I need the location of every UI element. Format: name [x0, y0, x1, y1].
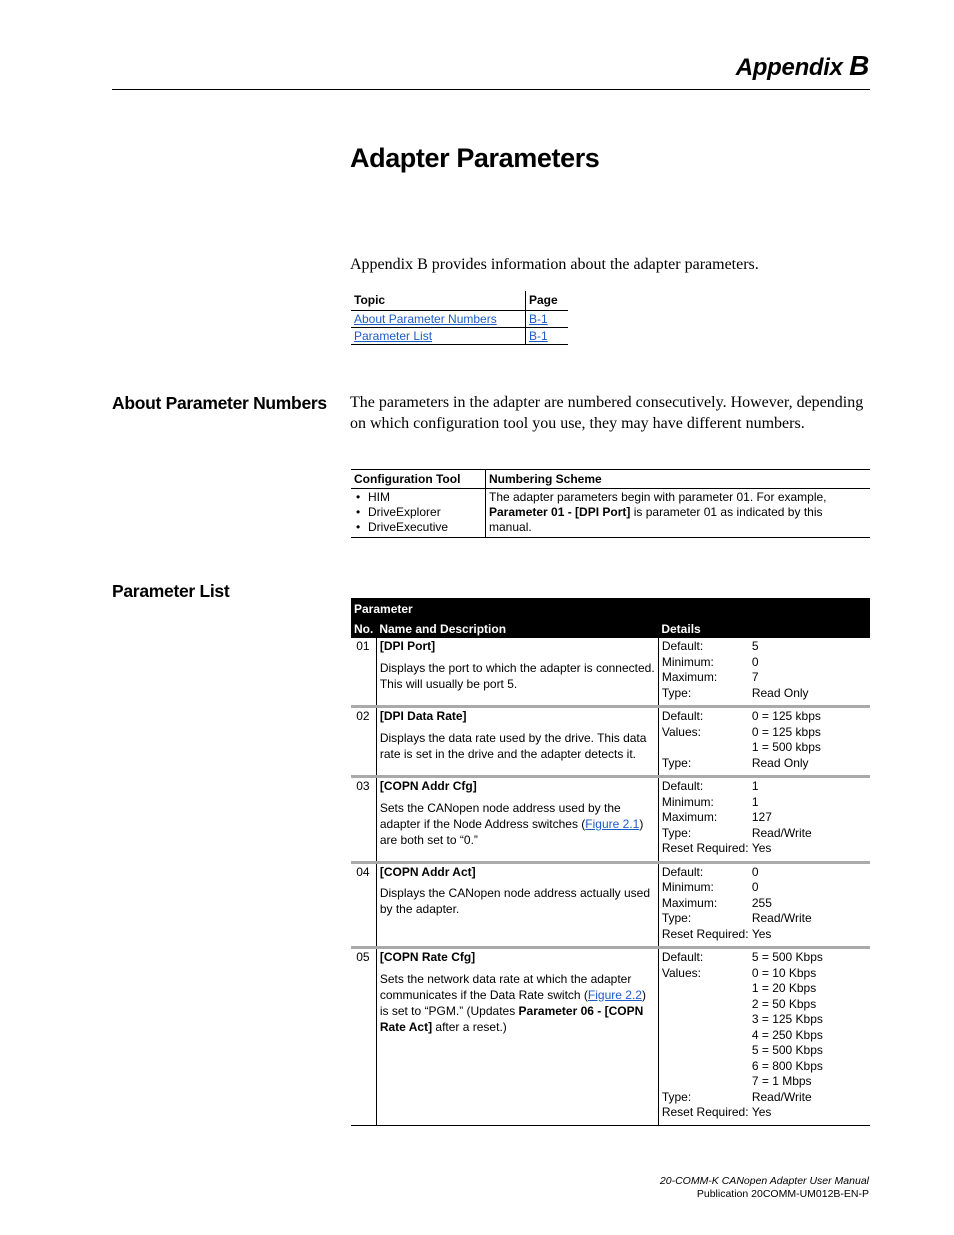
- tool-item: • DriveExplorer: [354, 505, 482, 520]
- scheme-text: The adapter parameters begin with parameter 01. For example,: [489, 490, 827, 504]
- description-text: Sets the network data rate at which the adapter communicates if the Data Rate switch (: [379, 971, 632, 1002]
- detail-value: 5: [751, 639, 759, 653]
- topic-link-parameter-list[interactable]: Parameter List: [354, 329, 433, 343]
- detail-label: [662, 1043, 752, 1059]
- detail-value: 0: [751, 864, 759, 879]
- detail-value: 0: [751, 654, 759, 669]
- detail-value: Yes: [751, 1105, 772, 1119]
- description-text: ) is set to “PGM.” (Updates: [379, 987, 646, 1018]
- appendix-letter: B: [849, 50, 869, 81]
- detail-label: Reset Required:: [661, 1105, 749, 1119]
- numbering-scheme-text: [486, 489, 871, 538]
- detail-label: Type:: [661, 911, 692, 925]
- detail-value: 0 = 125 kbps: [751, 709, 821, 723]
- table-row: [351, 489, 870, 538]
- scheme-bold: Parameter 01 - [DPI Port]: [489, 505, 631, 519]
- parameter-header: Parameter: [351, 598, 870, 617]
- table-row: [351, 948, 870, 1126]
- detail-label: Values:: [661, 965, 701, 980]
- param-name: [DPI Port]: [379, 639, 436, 653]
- detail-label: Values:: [661, 724, 701, 739]
- detail-label: Reset Required:: [661, 926, 749, 941]
- detail-value: 5 = 500 Kbps: [751, 1043, 823, 1057]
- name-description-header: Name and Description: [376, 617, 658, 638]
- param-description: [380, 971, 655, 1035]
- parameter-list-heading: Parameter List: [112, 581, 230, 601]
- param-name: [COPN Addr Cfg]: [379, 779, 477, 793]
- param-description: [380, 800, 655, 848]
- table-row: [351, 862, 870, 948]
- param-details: [662, 779, 867, 857]
- detail-label: Maximum:: [661, 670, 718, 684]
- description-text: ) are both set to “0.”: [379, 816, 644, 847]
- detail-label: [662, 1059, 752, 1075]
- details-header: Details: [658, 617, 870, 638]
- figure-2-1-link[interactable]: Figure 2.1: [585, 816, 640, 831]
- detail-value: 7 = 1 Mbps: [751, 1074, 812, 1088]
- figure-2-2-link[interactable]: Figure 2.2: [587, 987, 642, 1002]
- param-details: [662, 950, 867, 1121]
- table-row: [351, 328, 568, 345]
- header-rule: [112, 89, 870, 90]
- page-footer: [660, 1175, 869, 1201]
- param-number: 05: [351, 948, 376, 1126]
- param-description: Displays the CANopen node address actually used by the adapter.: [379, 886, 651, 916]
- param-name: [COPN Rate Cfg]: [379, 950, 476, 964]
- detail-label: Default:: [661, 779, 704, 793]
- configuration-tool-table: [351, 469, 870, 538]
- table-row: [351, 777, 870, 863]
- param-number: 02: [351, 707, 376, 777]
- page-title: Adapter Parameters: [350, 143, 600, 173]
- detail-value: 2 = 50 Kbps: [751, 996, 817, 1011]
- detail-label: Default:: [661, 864, 704, 879]
- detail-label: Default:: [661, 639, 704, 653]
- param-description: Displays the port to which the adapter is connected. This will usually be port 5.: [379, 660, 655, 691]
- configuration-tool-header: Configuration Tool: [351, 470, 486, 489]
- page-link[interactable]: B-1: [529, 312, 548, 326]
- detail-value: 5 = 500 Kbps: [751, 950, 823, 964]
- detail-value: 7: [751, 670, 759, 684]
- param-name: [DPI Data Rate]: [379, 709, 467, 723]
- detail-label: Type:: [661, 1089, 692, 1104]
- topic-link-about-parameter-numbers[interactable]: About Parameter Numbers: [354, 312, 497, 326]
- detail-value: Read Only: [751, 685, 809, 700]
- detail-label: [662, 997, 752, 1013]
- detail-value: Yes: [751, 926, 772, 941]
- appendix-label: [736, 50, 869, 82]
- page-header: Page: [526, 291, 569, 311]
- detail-label: Minimum:: [661, 654, 714, 669]
- detail-value: 1: [751, 794, 759, 809]
- param-description: Displays the data rate used by the drive. This data rate is set in the drive and the adapter detects it.: [379, 730, 647, 761]
- detail-value: Read/Write: [751, 825, 812, 840]
- detail-label: [662, 1012, 752, 1028]
- numbering-scheme-header: Numbering Scheme: [486, 470, 871, 489]
- detail-label: [662, 1074, 752, 1090]
- detail-label: Minimum:: [661, 880, 714, 894]
- detail-value: 0: [751, 880, 759, 894]
- param-details: [662, 709, 867, 771]
- table-row: [351, 707, 870, 777]
- description-text: after a reset.): [432, 1019, 507, 1034]
- topic-header: Topic: [351, 291, 526, 311]
- description-text: Sets the CANopen node address used by the adapter if the Node Address switches (: [379, 800, 621, 831]
- detail-value: Read/Write: [751, 1089, 812, 1104]
- detail-label: Maximum:: [661, 810, 718, 824]
- param-details: [662, 639, 867, 701]
- param-details: [662, 865, 867, 943]
- detail-label: Minimum:: [661, 794, 714, 809]
- detail-value: 1 = 500 kbps: [751, 740, 821, 754]
- detail-label: Type:: [661, 825, 692, 840]
- detail-label: Default:: [661, 709, 704, 723]
- detail-label: Maximum:: [661, 895, 718, 910]
- topic-table: [351, 291, 568, 345]
- detail-label: [662, 1028, 752, 1044]
- param-name: [COPN Addr Act]: [379, 864, 476, 879]
- detail-label: [662, 981, 752, 997]
- detail-label: Type:: [661, 685, 692, 700]
- intro-text: Appendix B provides information about the adapter parameters.: [350, 256, 759, 273]
- param-number: 01: [351, 638, 376, 707]
- detail-value: Read Only: [751, 755, 809, 770]
- detail-value: 6 = 800 Kbps: [751, 1058, 823, 1073]
- detail-label: Reset Required:: [661, 841, 749, 855]
- about-parameter-numbers-heading: About Parameter Numbers: [112, 393, 327, 413]
- detail-value: Yes: [751, 841, 772, 855]
- no-header: No.: [351, 617, 376, 638]
- table-row: [351, 638, 870, 707]
- page-link[interactable]: B-1: [529, 329, 548, 343]
- param-number: 04: [351, 862, 376, 948]
- publication-number: Publication 20COMM-UM012B-EN-P: [696, 1188, 869, 1200]
- detail-value: 4 = 250 Kbps: [751, 1027, 823, 1042]
- detail-value: 0 = 125 kbps: [751, 724, 821, 739]
- detail-label: Default:: [661, 950, 704, 964]
- detail-label: Type:: [661, 755, 692, 770]
- parameter-table: [351, 598, 870, 1126]
- detail-value: 127: [751, 810, 772, 824]
- detail-value: 3 = 125 Kbps: [751, 1012, 823, 1026]
- detail-value: Read/Write: [751, 911, 812, 925]
- detail-value: 0 = 10 Kbps: [751, 965, 817, 980]
- about-paragraph: The parameters in the adapter are numbered consecutively. However, depending on which configuration tool you use, they may have different numbers.: [350, 394, 864, 432]
- tool-item: • HIM: [354, 490, 482, 505]
- table-row: [351, 311, 568, 328]
- tool-item: • DriveExecutive: [354, 520, 482, 535]
- param-number: 03: [351, 777, 376, 863]
- detail-value: 1 = 20 Kbps: [751, 981, 817, 995]
- description-bold: Parameter 06 - [COPN Rate Act]: [379, 1003, 644, 1034]
- manual-title: 20-COMM-K CANopen Adapter User Manual: [659, 1175, 869, 1187]
- detail-label: [662, 740, 752, 756]
- detail-value: 1: [751, 779, 759, 793]
- detail-value: 255: [751, 895, 772, 910]
- scheme-text: is parameter 01 as indicated by this manual.: [489, 505, 823, 534]
- appendix-word: Appendix: [735, 54, 843, 81]
